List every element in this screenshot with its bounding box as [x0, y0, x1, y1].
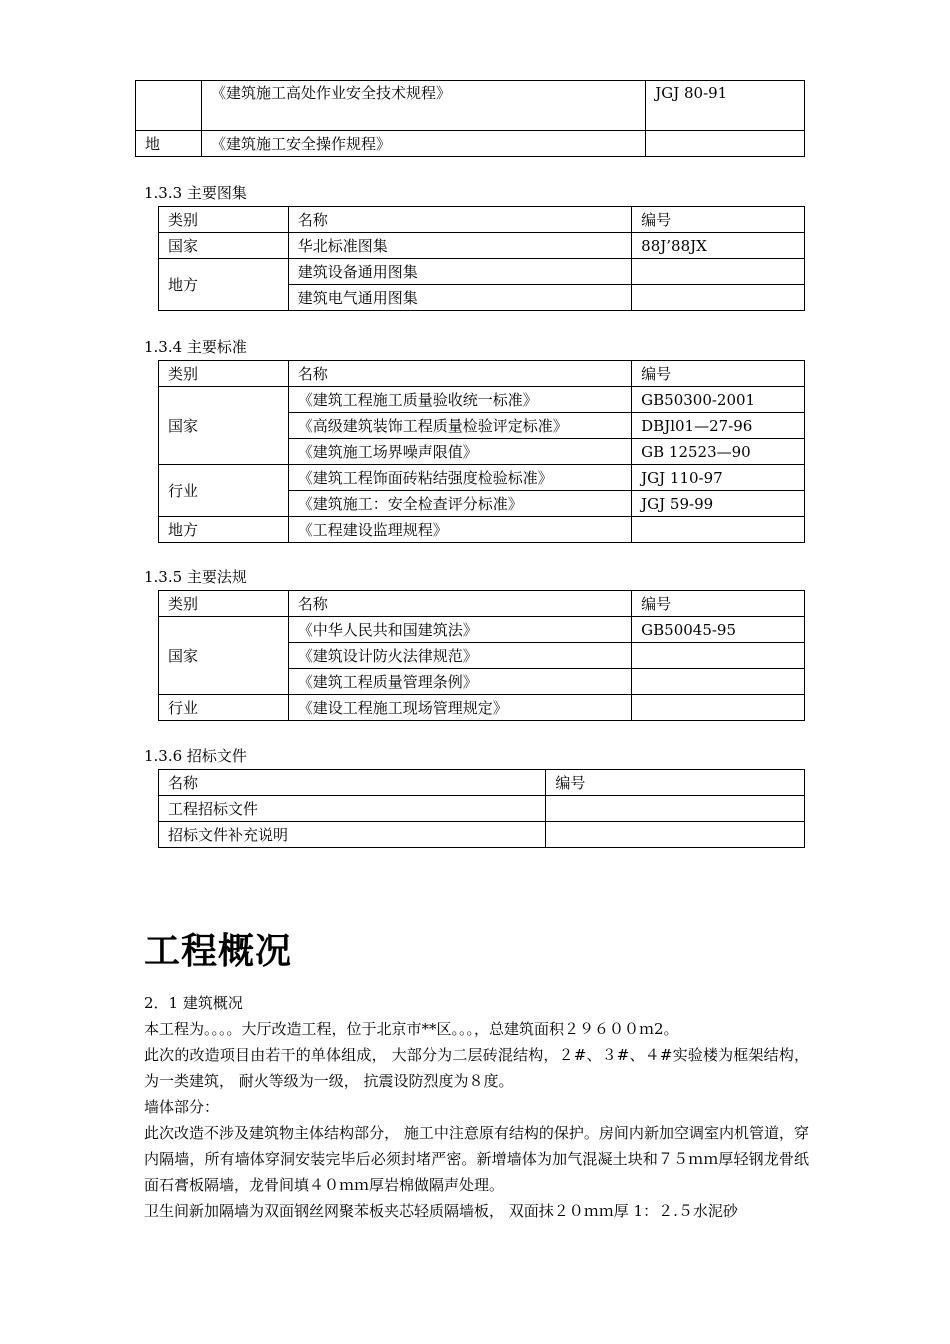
section-heading: 1.3.5 主要法规 — [144, 568, 247, 586]
cell-name: 《高级建筑装饰工程质量检验评定标准》 — [288, 413, 631, 439]
cell-name: 《建筑施工：安全检查评分标准》 — [288, 491, 631, 517]
header-code: 编号 — [632, 207, 805, 233]
cell-category: 地 — [136, 131, 202, 157]
header-name: 名称 — [288, 361, 631, 387]
cell-category: 国家 — [159, 617, 289, 695]
section-heading: 1.3.6 招标文件 — [144, 747, 247, 765]
cell-code — [546, 796, 805, 822]
header-category: 类别 — [159, 591, 289, 617]
cell-category: 行业 — [159, 695, 289, 721]
table-row — [159, 517, 805, 543]
cell-name: 《建筑工程施工质量验收统一标准》 — [288, 387, 631, 413]
cell-name: 《建筑工程饰面砖粘结强度检验标准》 — [288, 465, 631, 491]
table-row — [159, 387, 805, 413]
cell-code: GB50045-95 — [632, 617, 805, 643]
cell-code — [546, 822, 805, 848]
cell-code: JGJ 110-97 — [632, 465, 805, 491]
table-continued — [135, 80, 805, 157]
cell-code: JGJ 80-91 — [646, 81, 805, 131]
cell-code: DBJl01—27-96 — [632, 413, 805, 439]
subsection-heading: 2．1 建筑概况 — [144, 994, 243, 1012]
cell-category: 地方 — [159, 259, 289, 311]
table-row — [159, 233, 805, 259]
table-standards — [158, 360, 805, 543]
cell-code: 88J’88JX — [632, 233, 805, 259]
cell-name: 《工程建设监理规程》 — [288, 517, 631, 543]
paragraph: 本工程为。。。。大厅改造工程，位于北京市**区。。。，总建筑面积２９６００ｍ2。 — [144, 1020, 679, 1038]
cell-code — [632, 643, 805, 669]
cell-name: 建筑电气通用图集 — [288, 285, 631, 311]
cell-name: 《建筑施工场界噪声限值》 — [288, 439, 631, 465]
cell-code: JGJ 59-99 — [632, 491, 805, 517]
header-code: 编号 — [546, 770, 805, 796]
cell-name: 《中华人民共和国建筑法》 — [288, 617, 631, 643]
header-code: 编号 — [632, 361, 805, 387]
table-row — [159, 796, 805, 822]
cell-category: 国家 — [159, 233, 289, 259]
cell-name: 《建筑工程质量管理条例》 — [288, 669, 631, 695]
header-category: 类别 — [159, 361, 289, 387]
header-name: 名称 — [288, 591, 631, 617]
cell-name: 建筑设备通用图集 — [288, 259, 631, 285]
table-row — [136, 131, 805, 157]
cell-name: 工程招标文件 — [159, 796, 546, 822]
table-row — [159, 822, 805, 848]
cell-name: 《建筑施工高处作业安全技术规程》 — [201, 81, 645, 131]
cell-code — [632, 517, 805, 543]
table-header-row — [159, 770, 805, 796]
cell-category: 国家 — [159, 387, 289, 465]
body-text — [144, 1016, 809, 1224]
paragraph: 卫生间新加隔墙为双面钢丝网聚苯板夹芯轻质隔墙板， 双面抹２０ｍｍ厚 1：２.５水泥砂 — [144, 1202, 738, 1220]
cell-category — [136, 81, 202, 131]
paragraph: 此次改造不涉及建筑物主体结构部分， 施工中注意原有结构的保护。房间内新加空调室内机管道，穿内隔墙，所有墙体穿洞安装完毕后必须封堵严密。新增墙体为加气混凝土块和７５ｍｍ厚轻钢龙骨纸面石膏板隔墙，龙骨间填４０ｍｍ厚岩棉做隔声处理。 — [144, 1124, 809, 1194]
header-code: 编号 — [632, 591, 805, 617]
cell-code: GB50300-2001 — [632, 387, 805, 413]
section-heading: 1.3.3 主要图集 — [144, 184, 247, 202]
section-heading: 1.3.4 主要标准 — [144, 338, 247, 356]
cell-code — [632, 285, 805, 311]
header-name: 名称 — [288, 207, 631, 233]
cell-category: 行业 — [159, 465, 289, 517]
cell-code — [632, 695, 805, 721]
table-header-row — [159, 361, 805, 387]
cell-name: 招标文件补充说明 — [159, 822, 546, 848]
header-name: 名称 — [159, 770, 546, 796]
paragraph: 墙体部分： — [144, 1098, 220, 1116]
chapter-title: 工程概况 — [144, 931, 293, 972]
table-regulations — [158, 590, 805, 721]
table-tender-docs — [158, 769, 805, 848]
table-row — [159, 259, 805, 285]
cell-code — [632, 669, 805, 695]
table-row — [136, 81, 805, 131]
header-category: 类别 — [159, 207, 289, 233]
cell-category: 地方 — [159, 517, 289, 543]
table-header-row — [159, 591, 805, 617]
paragraph: 此次的改造项目由若干的单体组成， 大部分为二层砖混结构，２#、３#、４#实验楼为框架结构， 为一类建筑， 耐火等级为一级， 抗震设防烈度为８度。 — [144, 1046, 809, 1090]
cell-name: 《建设工程施工现场管理规定》 — [288, 695, 631, 721]
table-drawings — [158, 206, 805, 311]
cell-name: 《建筑设计防火法律规范》 — [288, 643, 631, 669]
cell-code — [632, 259, 805, 285]
table-row — [159, 617, 805, 643]
cell-name: 《建筑施工安全操作规程》 — [201, 131, 645, 157]
cell-code: GB 12523—90 — [632, 439, 805, 465]
cell-code — [646, 131, 805, 157]
table-row — [159, 465, 805, 491]
table-row — [159, 695, 805, 721]
table-header-row — [159, 207, 805, 233]
cell-name: 华北标准图集 — [288, 233, 631, 259]
